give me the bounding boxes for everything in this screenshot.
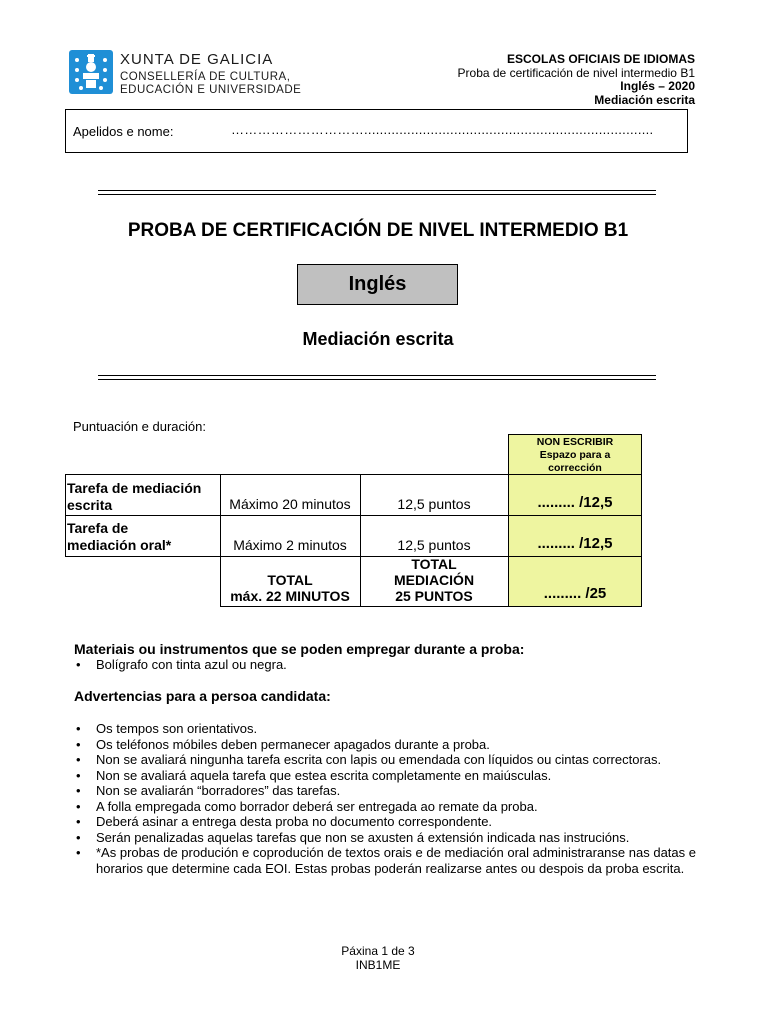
correction-space-header [508,434,642,475]
name-field-label: Apelidos e nome: [73,124,174,139]
total-points-line-2: MEDIACIÓN [393,572,475,588]
table-line [65,515,509,516]
list-item: • A folla empregada como borrador deberá ser entregada ao remate da proba. [74,799,696,815]
points-oral-mediation: 12,5 puntos [397,537,471,553]
document-code: INB1ME [355,958,401,972]
materials-list [74,657,696,673]
task-written-mediation: Tarefa de mediación escrita [67,480,202,513]
total-points [360,556,508,604]
list-item: • Os teléfonos móbiles deben permanecer apagados durante a proba. [74,737,696,753]
score-cell-oral[interactable]: ......... /12,5 [508,515,642,557]
list-item: • Os tempos son orientativos. [74,721,696,737]
list-item: • Bolígrafo con tinta azul ou negra. [74,657,696,673]
double-rule-top [98,190,656,195]
time-oral-mediation: Máximo 2 minutos [233,537,347,553]
total-time [220,572,360,604]
materials-heading: Materiais ou instrumentos que se poden empregar durante a proba: [74,641,525,657]
total-points-line-1: TOTAL [411,556,457,572]
list-item: • Non se avaliará aquela tarefa que estea escrita completamente en maiúsculas. [74,768,696,784]
correction-header-line-3: corrección [548,462,602,474]
xunta-logo-icon [69,50,113,94]
name-field-input-line[interactable]: ………………………….......................................................................... [231,122,654,137]
correction-header-line-2: Espazo para a [539,449,611,461]
task-oral-mediation: Tarefa de mediación oral* [67,520,172,553]
department-line-1: CONSELLERÍA DE CULTURA, [120,71,291,83]
table-line [220,606,509,607]
department-line-2: EDUCACIÓN E UNIVERSIDADE [120,84,302,96]
language-box: Inglés [297,264,458,305]
total-points-line-3: 25 PUNTOS [395,588,473,604]
correction-header-line-1: NON ESCRIBIR [536,436,614,448]
page-subtitle: Mediación escrita [302,329,454,349]
total-time-line-1: TOTAL [267,572,313,588]
page-title: PROBA DE CERTIFICACIÓN DE NIVEL INTERMEDIO B1 [127,220,629,241]
list-item: • Non se avaliarán “borradores” das tarefas. [74,783,696,799]
table-line [65,474,509,475]
list-item: • Serán penalizadas aquelas tarefas que non se axusten á extensión indicada nas instrucións. [74,830,696,846]
time-written-mediation: Máximo 20 minutos [229,496,351,512]
section-name: Mediación escrita [594,93,695,107]
list-item: • Non se avaliará ningunha tarefa escrita con lapis ou emendada con líquidos ou cintas correctoras. [74,752,696,768]
points-written-mediation: 12,5 puntos [397,496,471,512]
page-number: Páxina 1 de 3 [341,944,415,958]
score-cell-written[interactable]: ......... /12,5 [508,474,642,516]
total-time-line-2: máx. 22 MINUTOS [230,588,350,604]
score-cell-total[interactable]: ......... /25 [508,556,642,607]
language-year: Inglés – 2020 [620,79,695,93]
list-item: • *As probas de produción e coprodución de textos orais e de mediación oral administraranse nas datas e horarios que determine cada EOI. Estas probas poderán realizarse antes ou despois da proba escrita. [74,845,696,876]
school-name: ESCOLAS OFICIAIS DE IDIOMAS [506,52,695,66]
org-name: XUNTA DE GALICIA [120,51,274,68]
list-item: • Deberá asinar a entrega desta proba no documento correspondente. [74,814,696,830]
double-rule-bottom [98,375,656,380]
notes-heading: Advertencias para a persoa candidata: [74,688,331,704]
score-duration-label: Puntuación e duración: [73,419,206,434]
notes-list [74,721,696,876]
test-name: Proba de certificación de nivel intermedio B1 [457,66,695,80]
table-line [65,474,66,557]
